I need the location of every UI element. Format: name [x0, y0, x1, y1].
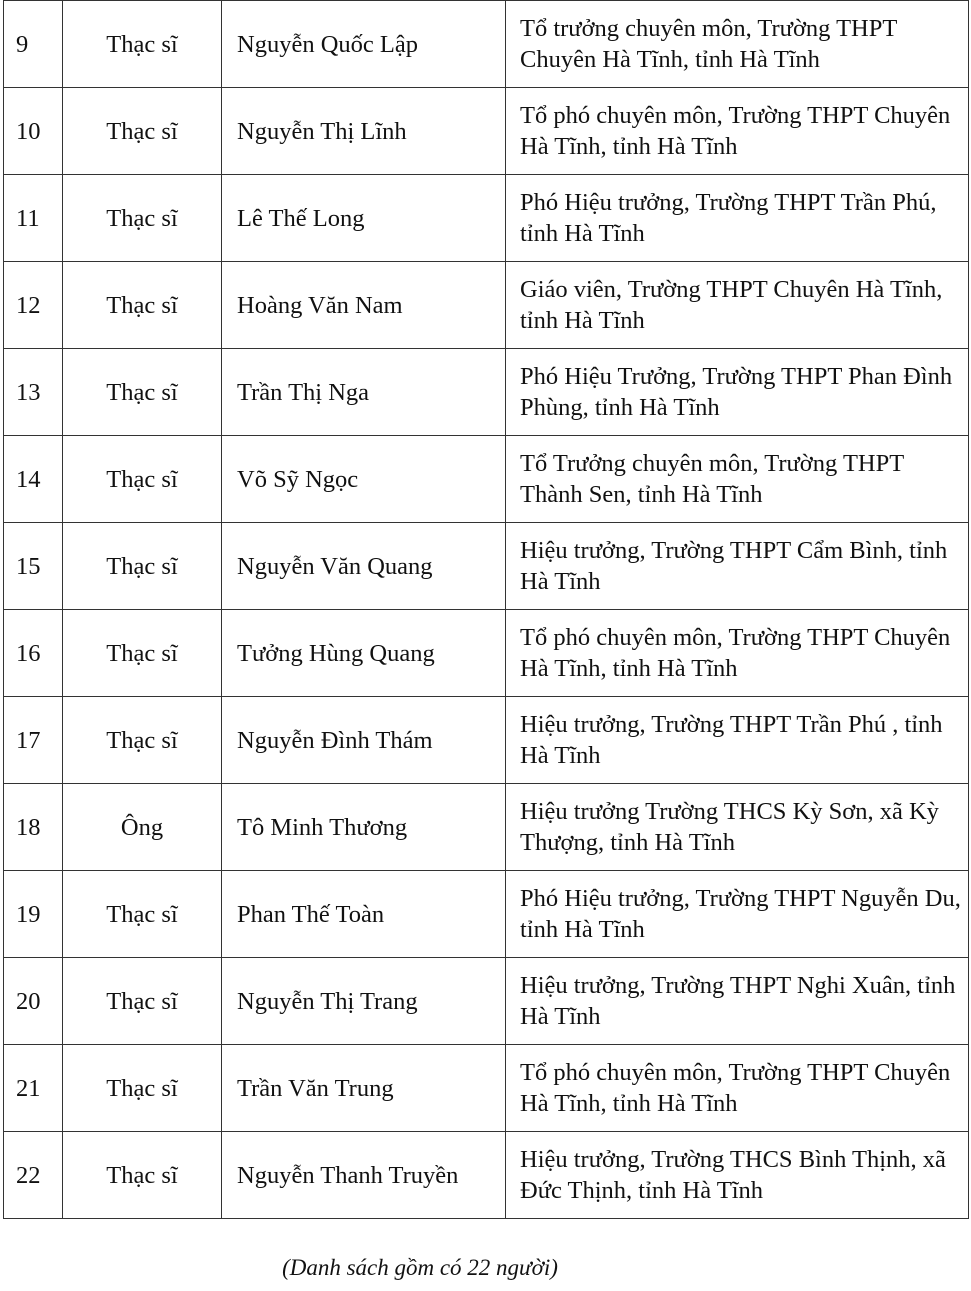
- member-position: Tổ phó chuyên môn, Trường THPT Chuyên Hà Tĩnh, tỉnh Hà Tĩnh: [506, 610, 969, 697]
- member-position: Tổ trưởng chuyên môn, Trường THPT Chuyên Hà Tĩnh, tỉnh Hà Tĩnh: [506, 1, 969, 88]
- member-name: Nguyễn Đình Thám: [222, 697, 506, 784]
- member-name: Tô Minh Thương: [222, 784, 506, 871]
- row-number: 21: [4, 1045, 63, 1132]
- table-row: [4, 523, 969, 610]
- row-number: 15: [4, 523, 63, 610]
- member-position: Tổ phó chuyên môn, Trường THPT Chuyên Hà Tĩnh, tỉnh Hà Tĩnh: [506, 88, 969, 175]
- member-name: Nguyễn Văn Quang: [222, 523, 506, 610]
- member-name: Lê Thế Long: [222, 175, 506, 262]
- academic-title: Thạc sĩ: [63, 262, 222, 349]
- academic-title: Thạc sĩ: [63, 1, 222, 88]
- row-number: 12: [4, 262, 63, 349]
- academic-title: Thạc sĩ: [63, 523, 222, 610]
- member-position: Hiệu trưởng, Trường THPT Nghi Xuân, tỉnh Hà Tĩnh: [506, 958, 969, 1045]
- member-position: Hiệu trưởng, Trường THPT Trần Phú , tỉnh Hà Tĩnh: [506, 697, 969, 784]
- academic-title: Thạc sĩ: [63, 958, 222, 1045]
- row-number: 18: [4, 784, 63, 871]
- member-position: Tổ Trưởng chuyên môn, Trường THPT Thành Sen, tỉnh Hà Tĩnh: [506, 436, 969, 523]
- row-number: 20: [4, 958, 63, 1045]
- table-row: [4, 1045, 969, 1132]
- table-row: [4, 349, 969, 436]
- member-name: Trần Thị Nga: [222, 349, 506, 436]
- member-name: Nguyễn Thị Lĩnh: [222, 88, 506, 175]
- member-position: Tổ phó chuyên môn, Trường THPT Chuyên Hà Tĩnh, tỉnh Hà Tĩnh: [506, 1045, 969, 1132]
- member-position: Giáo viên, Trường THPT Chuyên Hà Tĩnh, tỉnh Hà Tĩnh: [506, 262, 969, 349]
- member-name: Trần Văn Trung: [222, 1045, 506, 1132]
- table-row: [4, 1132, 969, 1219]
- academic-title: Thạc sĩ: [63, 349, 222, 436]
- table-row: [4, 1, 969, 88]
- table-row: [4, 784, 969, 871]
- table-row: [4, 871, 969, 958]
- member-position: Phó Hiệu Trưởng, Trường THPT Phan Đình Phùng, tỉnh Hà Tĩnh: [506, 349, 969, 436]
- row-number: 14: [4, 436, 63, 523]
- academic-title: Thạc sĩ: [63, 610, 222, 697]
- row-number: 22: [4, 1132, 63, 1219]
- member-name: Hoàng Văn Nam: [222, 262, 506, 349]
- member-name: Nguyễn Quốc Lập: [222, 1, 506, 88]
- academic-title: Thạc sĩ: [63, 1132, 222, 1219]
- member-name: Nguyễn Thị Trang: [222, 958, 506, 1045]
- row-number: 13: [4, 349, 63, 436]
- list-count-note: (Danh sách gồm có 22 người): [282, 1255, 558, 1280]
- academic-title: Thạc sĩ: [63, 871, 222, 958]
- member-list-body: [4, 1, 969, 1219]
- member-position: Phó Hiệu trưởng, Trường THPT Trần Phú, tỉnh Hà Tĩnh: [506, 175, 969, 262]
- academic-title: Thạc sĩ: [63, 436, 222, 523]
- row-number: 19: [4, 871, 63, 958]
- row-number: 16: [4, 610, 63, 697]
- table-row: [4, 262, 969, 349]
- table-row: [4, 958, 969, 1045]
- table-row: [4, 175, 969, 262]
- member-position: Hiệu trưởng, Trường THPT Cẩm Bình, tỉnh Hà Tĩnh: [506, 523, 969, 610]
- member-position: Phó Hiệu trưởng, Trường THPT Nguyễn Du, tỉnh Hà Tĩnh: [506, 871, 969, 958]
- academic-title: Thạc sĩ: [63, 175, 222, 262]
- table-row: [4, 436, 969, 523]
- row-number: 11: [4, 175, 63, 262]
- member-name: Tưởng Hùng Quang: [222, 610, 506, 697]
- academic-title: Thạc sĩ: [63, 88, 222, 175]
- member-position: Hiệu trưởng Trường THCS Kỳ Sơn, xã Kỳ Thượng, tỉnh Hà Tĩnh: [506, 784, 969, 871]
- member-name: Võ Sỹ Ngọc: [222, 436, 506, 523]
- row-number: 17: [4, 697, 63, 784]
- academic-title: Thạc sĩ: [63, 697, 222, 784]
- table-row: [4, 610, 969, 697]
- member-list-table: [3, 0, 969, 1219]
- member-name: Phan Thế Toàn: [222, 871, 506, 958]
- academic-title: Ông: [63, 784, 222, 871]
- table-row: [4, 697, 969, 784]
- academic-title: Thạc sĩ: [63, 1045, 222, 1132]
- table-row: [4, 88, 969, 175]
- member-position: Hiệu trưởng, Trường THCS Bình Thịnh, xã Đức Thịnh, tỉnh Hà Tĩnh: [506, 1132, 969, 1219]
- member-name: Nguyễn Thanh Truyền: [222, 1132, 506, 1219]
- row-number: 9: [4, 1, 63, 88]
- row-number: 10: [4, 88, 63, 175]
